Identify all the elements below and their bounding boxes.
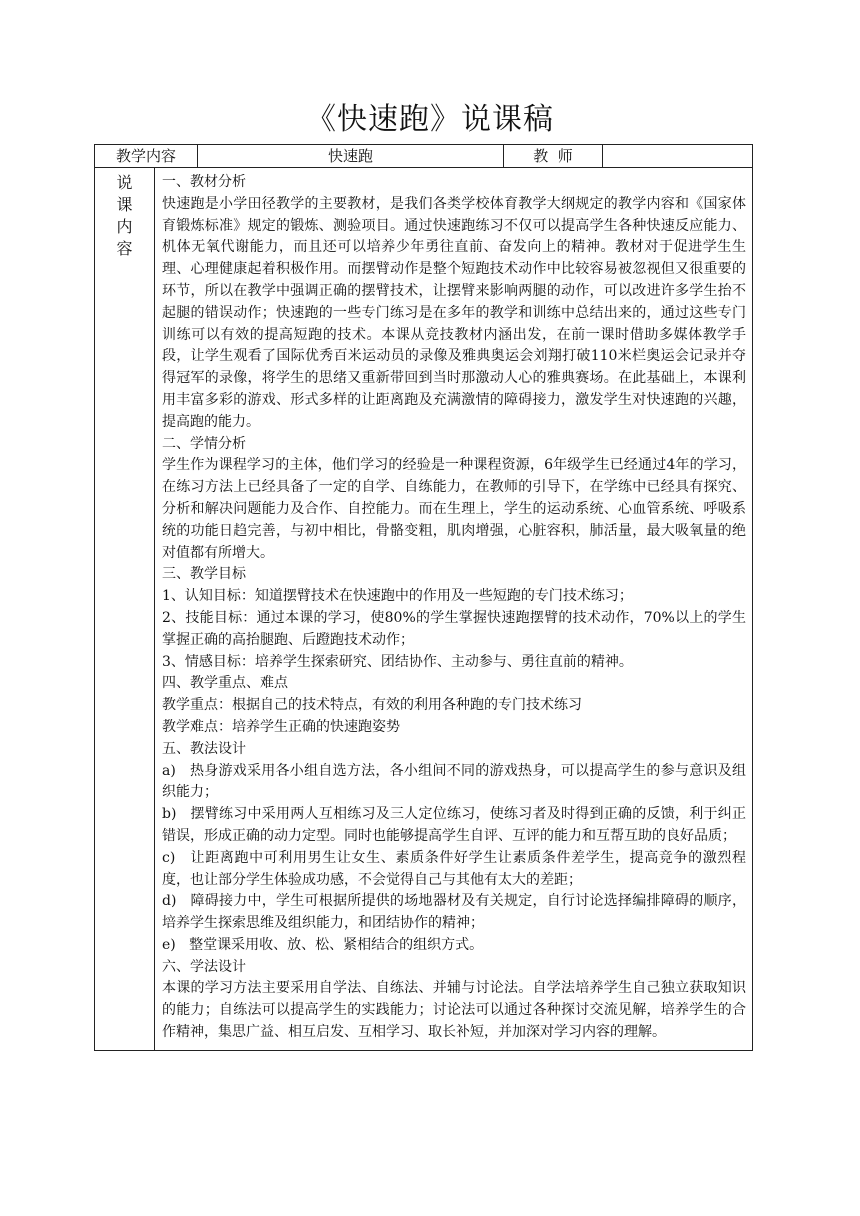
content-label-cell: 教学内容 (95, 145, 198, 168)
list-item: c) 让距离跑中可利用男生让女生、素质条件好学生让素质条件差学生，提高竞争的激烈程度，也让部分学生体验成功感，不会觉得自己与其他有太大的差距； (162, 849, 747, 888)
side-label-char: 容 (116, 239, 133, 258)
content-body-cell (155, 168, 753, 1051)
section-heading: 四、教学重点、难点 (162, 675, 288, 692)
teacher-label-cell: 教 师 (504, 145, 603, 168)
content-value-cell: 快速跑 (198, 145, 504, 168)
section-heading: 六、学法设计 (162, 958, 246, 975)
side-label-char: 课 (116, 195, 133, 214)
side-label-char: 说 (116, 173, 133, 192)
teacher-value-cell (603, 145, 753, 168)
list-item: 2、技能目标：通过本课的学习，使80%的学生掌握快速跑摆臂的技术动作，70%以上的学生掌握正确的高抬腿跑、后蹬跑技术动作； (162, 609, 747, 648)
list-item: d) 障碍接力中，学生可根据所提供的场地器材及有关规定，自行讨论选择编排障碍的顺序，培养学生探索思维及组织能力，和团结协作的精神； (162, 893, 747, 932)
paragraph: 教学难点：培养学生正确的快速跑姿势 (162, 718, 400, 735)
paragraph: 教学重点：根据自己的技术特点，有效的利用各种跑的专门技术练习 (162, 697, 582, 714)
section-heading: 三、教学目标 (162, 566, 246, 583)
paragraph: 快速跑是小学田径教学的主要教材，是我们各类学校体育教学大纲规定的教学内容和《国家体育锻炼标准》规定的锻炼、测验项目。通过快速跑练习不仅可以提高学生各种快速反应能力、机体无氧代谢能力，而且还可以培养少年勇往直前、奋发向上的精神。教材对于促进学生生理、心理健康起着积极作用。而摆臂动作是整个短跑技术动作中比较容易被忽视但又很重要的环节，所以在教学中强调正确的摆臂技术，让摆臂来影响两腿的动作，可以改进许多学生抬不起腿的错误动作；快速跑的一些专门练习是在多年的教学和训练中总结出来的，通过这些专门训练可以有效的提高短跑的技术。本课从竞技教材内涵出发，在前一课时借助多媒体教学手段，让学生观看了国际优秀百米运动员的录像及雅典奥运会刘翔打破110米栏奥运会记录并夺得冠军的录像，将学生的思绪又重新带回到当时那激动人心的雅典赛场。在此基础上，本课利用丰富多彩的游戏、形式多样的让距离跑及充满激情的障碍接力，激发学生对快速跑的兴趣，提高跑的能力。 (162, 195, 747, 430)
section-heading: 五、教法设计 (162, 740, 246, 757)
list-item: 3、情感目标：培养学生探索研究、团结协作、主动参与、勇往直前的精神。 (162, 653, 633, 670)
body-row (95, 168, 753, 1051)
lesson-table (94, 144, 753, 1051)
side-label-cell (95, 168, 155, 1051)
section-heading: 一、教材分析 (162, 174, 246, 190)
section-heading: 二、学情分析 (162, 435, 246, 452)
document-title: 《快速跑》说课稿 (306, 102, 554, 137)
paragraph: 学生作为课程学习的主体，他们学习的经验是一种课程资源，6年级学生已经通过4年的学习，在练习方法上已经具备了一定的自学、自练能力，在教师的引导下，在学练中已经具有探究、分析和解决问题能力及合作、自控能力。而在生理上，学生的运动系统、心血管系统、呼吸系统的功能日趋完善，与初中相比，骨骼变粗，肌肉增强，心脏容积，肺活量，最大吸氧量的绝对值都有所增大。 (162, 457, 747, 561)
header-row (95, 145, 753, 168)
list-item: b) 摆臂练习中采用两人互相练习及三人定位练习，使练习者及时得到正确的反馈，利于纠正错误，形成正确的动力定型。同时也能够提高学生自评、互评的能力和互帮互助的良好品质； (162, 806, 747, 844)
list-item: 1、认知目标：知道摆臂技术在快速跑中的作用及一些短跑的专门技术练习； (162, 588, 633, 605)
side-label-char: 内 (116, 217, 133, 236)
paragraph: 本课的学习方法主要采用自学法、自练法、并辅与讨论法。自学法培养学生自己独立获取知识的能力；自练法可以提高学生的实践能力；讨论法可以通过各种探讨交流见解，培养学生的合作精神，集思广益、相互启发、互相学习、取长补短，并加深对学习内容的理解。 (162, 980, 747, 1041)
list-item: e) 整堂课采用收、放、松、紧相结合的组织方式。 (162, 936, 484, 953)
list-item: a) 热身游戏采用各小组自选方法，各小组间不同的游戏热身，可以提高学生的参与意识及组织能力； (162, 762, 747, 801)
